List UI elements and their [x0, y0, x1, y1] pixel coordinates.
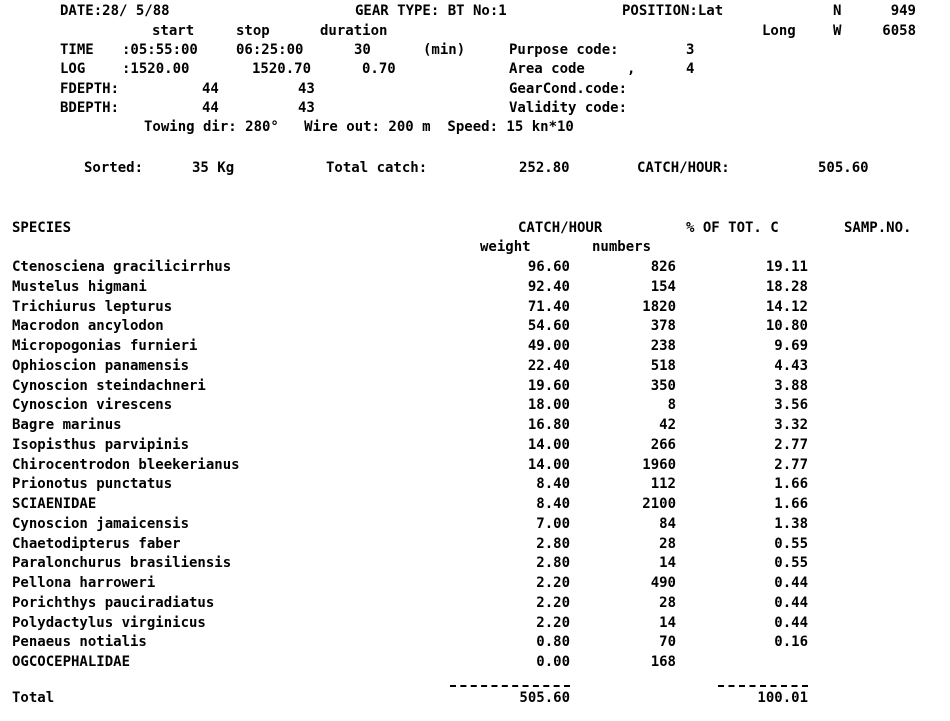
species-name: Penaeus notialis: [12, 634, 147, 650]
long-value: 6058: [882, 23, 916, 39]
weight-header: weight: [480, 239, 531, 255]
total-label: Total: [12, 690, 55, 706]
pct-value: 4.43: [774, 358, 808, 374]
pct-value: 0.44: [774, 595, 808, 611]
weight-value: 71.40: [527, 299, 570, 315]
weight-value: 14.00: [527, 457, 570, 473]
weight-value: 2.80: [536, 536, 570, 552]
gear-type: GEAR TYPE: BT No:1: [355, 3, 507, 19]
long-hemisphere: W: [833, 23, 842, 39]
weight-value: 2.20: [536, 595, 570, 611]
catch-hour-label: CATCH/HOUR:: [637, 160, 730, 176]
numbers-value: 8: [667, 397, 676, 413]
numbers-value: 14: [659, 615, 676, 631]
area-code-value: 4: [686, 61, 695, 77]
bdepth-label: BDEPTH:: [60, 100, 120, 116]
weight-value: 0.00: [536, 654, 570, 670]
species-name: Micropogonias furnieri: [12, 338, 198, 354]
time-start: :05:55:00: [122, 42, 198, 58]
fdepth-label: FDEPTH:: [60, 81, 120, 97]
numbers-value: 168: [650, 654, 676, 670]
numbers-value: 518: [650, 358, 676, 374]
pct-value: 2.77: [774, 437, 808, 453]
total-pct: 100.01: [757, 690, 808, 706]
weight-value: 22.40: [527, 358, 570, 374]
weight-value: 8.40: [536, 496, 570, 512]
purpose-code-label: Purpose code:: [509, 42, 619, 58]
fdepth-stop: 43: [298, 81, 315, 97]
species-name: Mustelus higmani: [12, 279, 147, 295]
pct-of-total-header: % OF TOT. C: [686, 220, 779, 236]
lat-value: 949: [890, 3, 916, 19]
numbers-value: 266: [650, 437, 676, 453]
species-name: Polydactylus virginicus: [12, 615, 206, 631]
numbers-value: 2100: [642, 496, 676, 512]
species-name: Trichiurus lepturus: [12, 299, 173, 315]
weight-value: 2.80: [536, 555, 570, 571]
pct-value: 2.77: [774, 457, 808, 473]
species-name: Porichthys pauciradiatus: [12, 595, 215, 611]
area-code-label: Area code ,: [509, 61, 636, 77]
time-stop: 06:25:00: [236, 42, 304, 58]
time-duration: 30: [354, 42, 371, 58]
fdepth-start: 44: [202, 81, 219, 97]
pct-value: 0.44: [774, 575, 808, 591]
pct-value: 0.55: [774, 536, 808, 552]
pct-total-rule: [718, 685, 808, 687]
weight-value: 18.00: [527, 397, 570, 413]
validity-code-label: Validity code:: [509, 100, 628, 116]
species-name: Cynoscion virescens: [12, 397, 173, 413]
weight-value: 54.60: [527, 318, 570, 334]
col-start-header: start: [152, 23, 195, 39]
pct-value: 1.66: [774, 496, 808, 512]
log-start: :1520.00: [122, 61, 190, 77]
weight-value: 2.20: [536, 575, 570, 591]
towing-line: Towing dir: 280° Wire out: 200 m Speed: 15 kn*10: [144, 119, 574, 135]
col-stop-header: stop: [236, 23, 270, 39]
weight-value: 92.40: [527, 279, 570, 295]
purpose-code-value: 3: [686, 42, 695, 58]
pct-value: 1.66: [774, 476, 808, 492]
pct-value: 0.44: [774, 615, 808, 631]
weight-value: 8.40: [536, 476, 570, 492]
pct-value: 0.16: [774, 634, 808, 650]
total-catch-value: 252.80: [519, 160, 570, 176]
species-name: Pellona harroweri: [12, 575, 156, 591]
species-name: OGCOCEPHALIDAE: [12, 654, 131, 670]
log-stop: 1520.70: [252, 61, 312, 77]
numbers-value: 84: [659, 516, 676, 532]
species-name: Bagre marinus: [12, 417, 122, 433]
time-label: TIME: [60, 42, 94, 58]
numbers-value: 378: [650, 318, 676, 334]
numbers-value: 28: [659, 595, 676, 611]
log-duration: 0.70: [362, 61, 396, 77]
numbers-value: 1960: [642, 457, 676, 473]
date-label: DATE:28/ 5/88: [60, 3, 170, 19]
sorted-value: 35 Kg: [192, 160, 235, 176]
pct-value: 18.28: [765, 279, 808, 295]
numbers-value: 490: [650, 575, 676, 591]
species-name: Macrodon ancylodon: [12, 318, 164, 334]
gearcond-code-label: GearCond.code:: [509, 81, 628, 97]
species-name: Chirocentrodon bleekerianus: [12, 457, 240, 473]
weight-total-rule: [450, 685, 570, 687]
numbers-value: 154: [650, 279, 676, 295]
weight-value: 14.00: [527, 437, 570, 453]
weight-value: 16.80: [527, 417, 570, 433]
species-name: SCIAENIDAE: [12, 496, 97, 512]
total-catch-label: Total catch:: [326, 160, 428, 176]
numbers-value: 112: [650, 476, 676, 492]
numbers-value: 14: [659, 555, 676, 571]
pct-value: 3.88: [774, 378, 808, 394]
species-name: Cynoscion steindachneri: [12, 378, 206, 394]
lat-hemisphere: N: [833, 3, 842, 19]
long-label: Long: [762, 23, 796, 39]
weight-value: 2.20: [536, 615, 570, 631]
numbers-value: 28: [659, 536, 676, 552]
numbers-value: 826: [650, 259, 676, 275]
weight-value: 49.00: [527, 338, 570, 354]
pct-value: 10.80: [765, 318, 808, 334]
time-unit: (min): [423, 42, 466, 58]
sample-number-header: SAMP.NO.: [844, 220, 912, 236]
pct-value: 3.32: [774, 417, 808, 433]
species-name: Prionotus punctatus: [12, 476, 173, 492]
species-name: Chaetodipterus faber: [12, 536, 181, 552]
numbers-value: 42: [659, 417, 676, 433]
species-name: Ctenosciena gracilicirrhus: [12, 259, 232, 275]
total-weight: 505.60: [519, 690, 570, 706]
species-name: Ophioscion panamensis: [12, 358, 190, 374]
bdepth-stop: 43: [298, 100, 315, 116]
catch-hour-header: CATCH/HOUR: [518, 220, 603, 236]
species-name: Isopisthus parvipinis: [12, 437, 190, 453]
numbers-value: 70: [659, 634, 676, 650]
weight-value: 19.60: [527, 378, 570, 394]
position-label: POSITION:Lat: [622, 3, 724, 19]
numbers-value: 238: [650, 338, 676, 354]
col-duration-header: duration: [320, 23, 388, 39]
weight-value: 7.00: [536, 516, 570, 532]
numbers-value: 1820: [642, 299, 676, 315]
weight-value: 0.80: [536, 634, 570, 650]
numbers-header: numbers: [592, 239, 652, 255]
species-header: SPECIES: [12, 220, 72, 236]
weight-value: 96.60: [527, 259, 570, 275]
log-label: LOG: [60, 61, 86, 77]
species-name: Cynoscion jamaicensis: [12, 516, 190, 532]
pct-value: 19.11: [765, 259, 808, 275]
pct-value: 3.56: [774, 397, 808, 413]
pct-value: 9.69: [774, 338, 808, 354]
pct-value: 1.38: [774, 516, 808, 532]
bdepth-start: 44: [202, 100, 219, 116]
numbers-value: 350: [650, 378, 676, 394]
sorted-label: Sorted:: [84, 160, 144, 176]
pct-value: 14.12: [765, 299, 808, 315]
pct-value: 0.55: [774, 555, 808, 571]
species-name: Paralonchurus brasiliensis: [12, 555, 232, 571]
catch-hour-value: 505.60: [818, 160, 869, 176]
